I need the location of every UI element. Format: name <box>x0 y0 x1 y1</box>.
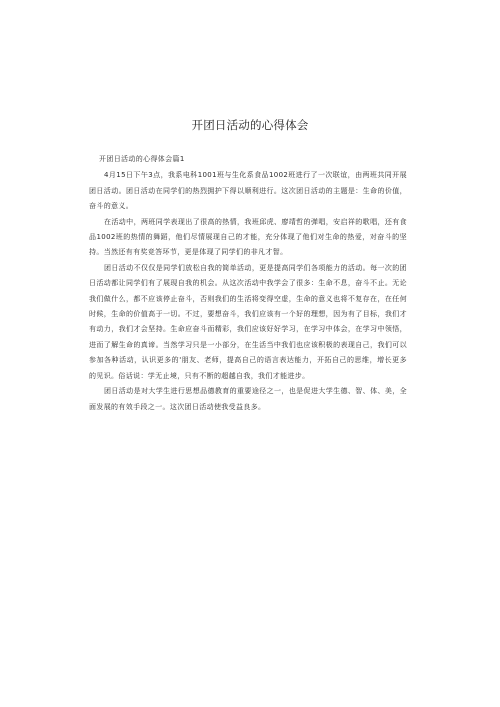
paragraph: 在活动中，两班同学表现出了很高的热情，我班邱虎、廖靖哲的弹唱，安启祥的歌唱，还有食品1002班的热情的舞蹈，他们尽情展现自己的才能，充分体现了他们对生命的热爱，对奋斗的坚持。当然还有有奖竞答环节，更是体现了同学们的非凡才智。 <box>89 217 407 257</box>
document-title: 开团日活动的心得体会 <box>191 118 309 132</box>
paragraph: 团日活动不仅仅是同学们放松自我的简单活动，更是提高同学们各项能力的活动。每一次的团日活动都让同学们有了展现自我的机会。从这次活动中我学会了很多：生命不息，奋斗不止。无论我们做什么，都不应该停止奋斗，否则我们的生活将变得空虚，生命的意义也将不复存在，在任何时候，生命的价值高于一切。不过，要想奋斗，我们应该有一个好的理想，因为有了目标，我们才有动力，我们才会坚持。生命应奋斗而精彩，我们应该好好学习，在学习中体会，在学习中领悟，进而了解生命的真谛。当然学习只是一小部分，在生活当中我们也应该积极的表现自己，我们可以参加各种活动，认识更多的'朋友、老师，提高自己的语言表达能力，开拓自己的思维，增长更多的见识。俗话说：学无止境，只有不断的超越自我，我们才能进步。 <box>89 263 407 380</box>
paragraph: 4月15日下午3点，我系电科1001班与生化系食品1002班进行了一次联谊，由两班共同开展团日活动。团日活动在同学们的热烈拥护下得以顺利进行。这次团日活动的主题是：生命的价值，奋斗的意义。 <box>89 171 407 211</box>
document-body <box>89 152 407 415</box>
paragraph: 团日活动是对大学生进行思想品德教育的重要途径之一，也是促进大学生德、智、体、美，全面发展的有效手段之一。这次团日活动使我受益良多。 <box>89 387 407 411</box>
document-subtitle: 开团日活动的心得体会篇1 <box>99 155 185 163</box>
